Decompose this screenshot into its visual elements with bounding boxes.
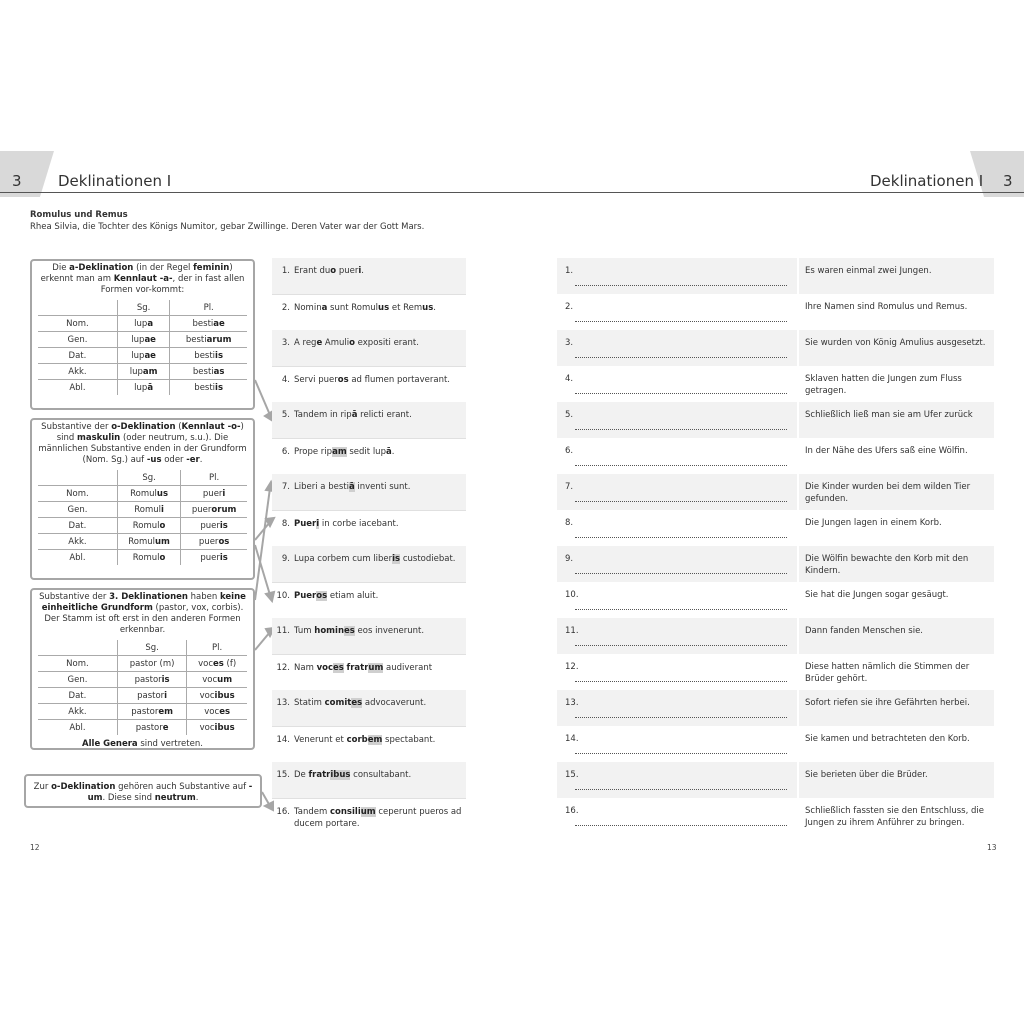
german-translation: Es waren einmal zwei Jungen. [799,258,994,294]
sentence-number: 10. [276,591,290,601]
case-form: pastor (m) [117,656,186,672]
answer-number: 4. [565,374,574,384]
case-form: pastoris [117,672,186,688]
german-translation: In der Nähe des Ufers saß eine Wölfin. [805,446,968,456]
answer-number: 16. [565,806,579,816]
answer-number: 3. [565,338,574,348]
latin-sentence: Statim comites advocaverunt. [294,698,427,708]
case-label: Dat. [38,518,117,534]
story-intro: Rhea Silvia, die Tochter des Königs Numitor, gebar Zwillinge. Deren Vater war der Gott Mars. [30,222,425,232]
german-translation: Schließlich fassten sie den Entschluss, die Jungen zu ihrem Anführer zu bringen. [805,806,984,828]
sentence-number: 4. [281,375,290,385]
translation-row [557,546,994,582]
case-form: puerorum [181,502,247,518]
german-translation: Sie kamen und betrachteten den Korb. [805,734,970,744]
german-translation: Sie berieten über die Brüder. [799,762,994,798]
case-form: bestias [170,364,247,380]
answer-line[interactable] [575,753,787,754]
answer-number: 13. [565,698,579,708]
german-translation: Die Kinder wurden bei dem wilden Tier gefunden. [799,474,994,510]
sentence-number: 14. [276,735,290,745]
latin-sentence: Servi pueros ad flumen portaverant. [294,375,451,385]
column-header: Sg. [117,470,180,486]
latin-sentence: De fratribus consultabant. [294,770,412,780]
case-label: Dat. [38,348,117,364]
latin-sentence-row [272,330,466,366]
answer-cell[interactable] [557,582,797,618]
latin-sentence-row [272,690,466,726]
case-form: pastori [117,688,186,704]
translation-row [557,798,994,834]
latin-sentence-list [272,258,466,834]
translation-row [557,294,994,330]
latin-sentence-row [272,618,466,654]
sentence-number: 7. [281,482,290,492]
latin-sentence: Erant duo pueri. [294,266,364,276]
sentence-number: 16. [276,807,290,817]
translation-row [557,510,994,546]
translation-row [557,402,994,438]
sentence-number: 15. [276,770,290,780]
case-form: Romulus [117,486,180,502]
case-label: Nom. [38,316,117,332]
answer-line[interactable] [575,825,787,826]
german-translation: Die Wölfin bewachte den Korb mit den Kindern. [799,546,994,582]
answer-number: 15. [565,770,579,780]
a-declension-description: Die a-Deklination (in der Regel feminin) erkennt man am Kennlaut -a-, der in fast allen Formen vor-kommt: [40,263,245,295]
translation-row [557,582,994,618]
latin-sentence-row [272,438,466,474]
case-form: vocibus [187,720,247,736]
column-header: Pl. [187,640,247,656]
german-translation: Sie hat die Jungen sogar gesäugt. [805,590,949,600]
case-form: lupa [117,316,169,332]
latin-sentence: Tandem consilium ceperunt pueros ad ducem portare. [294,807,462,829]
latin-sentence-row [272,474,466,510]
answer-line[interactable] [575,645,787,646]
latin-sentence: Pueros etiam aluit. [294,591,379,601]
answer-line[interactable] [575,393,787,394]
chapter-number-right: 3 [1003,172,1013,190]
answer-cell[interactable] [557,258,797,294]
case-form: vocibus [187,688,247,704]
translation-row [557,726,994,762]
answer-number: 6. [565,446,574,456]
answer-number: 10. [565,590,579,600]
latin-sentence-row [272,798,466,834]
answer-number: 14. [565,734,579,744]
latin-sentence-row [272,510,466,546]
answer-number: 12. [565,662,579,672]
page-title-left: Deklinationen I [58,172,172,190]
answer-line[interactable] [575,501,787,502]
translation-row [557,438,994,474]
o-declension-description: Substantive der o-Deklination (Kennlaut -o-) sind maskulin (oder neutrum, s.u.). Die männlichen Substantive enden in der Grundform (Nom. Sg.) auf -us oder -er. [38,422,247,465]
latin-sentence-row [272,726,466,762]
case-label: Gen. [38,502,117,518]
column-header: Sg. [117,300,169,316]
latin-sentence-row [272,294,466,330]
answer-line[interactable] [575,465,787,466]
case-form: voces (f) [187,656,247,672]
answer-line[interactable] [575,789,787,790]
case-form: voces [187,704,247,720]
latin-sentence: Nam voces fratrum audiverant [294,663,433,673]
answer-number: 5. [565,410,574,420]
case-form: bestiis [170,380,247,396]
sentence-number: 13. [276,698,290,708]
latin-sentence: Nomina sunt Romulus et Remus. [294,303,436,313]
case-label: Akk. [38,364,117,380]
third-declension-description: Substantive der 3. Deklinationen haben keine einheitliche Grundform (pastor, vox, corbis). Der Stamm ist oft erst in den anderen Formen erkennbar. [39,592,246,635]
answer-cell[interactable] [557,438,797,474]
case-label: Dat. [38,688,117,704]
case-form: lupam [117,364,169,380]
answer-cell[interactable] [557,366,797,402]
case-form: vocum [187,672,247,688]
german-translation: Sofort riefen sie ihre Gefährten herbei. [799,690,994,726]
answer-line[interactable] [575,609,787,610]
case-label: Nom. [38,656,117,672]
case-label: Abl. [38,380,117,396]
answer-line[interactable] [575,537,787,538]
case-form: bestiis [170,348,247,364]
translation-row [557,366,994,402]
sentence-number: 12. [276,663,290,673]
answer-cell[interactable] [557,402,797,438]
answer-cell[interactable] [557,330,797,366]
sentence-number: 3. [281,338,290,348]
answer-number: 2. [565,302,574,312]
column-header: Pl. [181,470,247,486]
answer-line[interactable] [575,321,787,322]
latin-sentence: Liberi a bestiā inventi sunt. [294,482,411,492]
case-form: bestiae [170,316,247,332]
answer-cell[interactable] [557,726,797,762]
answer-cell[interactable] [557,510,797,546]
answer-number: 11. [565,626,579,636]
german-translation: Dann fanden Menschen sie. [799,618,994,654]
page-number-right: 13 [987,843,997,852]
answer-number: 9. [565,554,574,564]
case-form: Romulo [117,550,180,566]
translation-row [557,762,994,798]
case-form: Romulo [117,518,180,534]
story-title: Romulus und Remus [30,210,128,220]
sentence-number: 11. [276,626,290,636]
page-number-left: 12 [30,843,40,852]
third-declension-footer: Alle Genera sind vertreten. [82,739,203,749]
sentence-number: 9. [281,554,290,564]
answer-line[interactable] [575,573,787,574]
case-form: lupā [117,380,169,396]
latin-sentence-row [272,762,466,798]
case-form: pueris [181,518,247,534]
case-form: pastore [117,720,186,736]
answer-line[interactable] [575,285,787,286]
translation-row [557,474,994,510]
answer-cell[interactable] [557,294,797,330]
latin-sentence: Tum homines eos invenerunt. [294,626,425,636]
german-translation: Schließlich ließ man sie am Ufer zurück [799,402,994,438]
case-label: Nom. [38,486,117,502]
case-form: bestiarum [170,332,247,348]
case-label: Abl. [38,720,117,736]
chapter-number-left: 3 [12,172,22,190]
latin-sentence-row [272,402,466,438]
latin-sentence-row [272,654,466,690]
latin-sentence: A rege Amulio expositi erant. [294,338,419,348]
german-translation: Die Jungen lagen in einem Korb. [805,518,942,528]
case-form: lupae [117,348,169,364]
translation-row [557,618,994,654]
latin-sentence: Prope ripam sedit lupā. [294,447,395,457]
answer-number: 1. [565,266,574,276]
latin-sentence-row [272,546,466,582]
sentence-number: 6. [281,447,290,457]
case-form: pueri [181,486,247,502]
answer-number: 8. [565,518,574,528]
latin-sentence: Pueri in corbe iacebant. [294,519,399,529]
translation-list [557,258,994,834]
answer-cell[interactable] [557,474,797,510]
latin-sentence-row [272,366,466,402]
case-form: Romulum [117,534,180,550]
answer-line[interactable] [575,681,787,682]
translation-row [557,330,994,366]
latin-sentence: Venerunt et corbem spectabant. [294,735,436,745]
translation-row [557,654,994,690]
translation-row [557,690,994,726]
column-header: Pl. [170,300,247,316]
case-label: Akk. [38,704,117,720]
answer-line[interactable] [575,717,787,718]
german-translation: Sklaven hatten die Jungen zum Fluss getragen. [805,374,962,396]
latin-sentence: Tandem in ripā relicti erant. [294,410,412,420]
answer-number: 7. [565,482,574,492]
case-form: lupae [117,332,169,348]
german-translation: Diese hatten nämlich die Stimmen der Brüder gehört. [805,662,970,684]
german-translation: Sie wurden von König Amulius ausgesetzt. [799,330,994,366]
case-form: pastorem [117,704,186,720]
latin-sentence: Lupa corbem cum liberis custodiebat. [294,554,456,564]
page-title-right: Deklinationen I [870,172,984,190]
german-translation: Ihre Namen sind Romulus und Remus. [805,302,968,312]
sentence-number: 8. [281,519,290,529]
sentence-number: 1. [281,266,290,276]
translation-row [557,258,994,294]
column-header: Sg. [117,640,186,656]
latin-sentence-row [272,258,466,294]
answer-cell[interactable] [557,546,797,582]
case-label: Gen. [38,332,117,348]
sentence-number: 5. [281,410,290,420]
answer-cell[interactable] [557,618,797,654]
sentence-number: 2. [281,303,290,313]
answer-cell[interactable] [557,654,797,690]
answer-cell[interactable] [557,762,797,798]
case-label: Gen. [38,672,117,688]
latin-sentence-row [272,582,466,618]
answer-cell[interactable] [557,798,797,834]
case-label: Abl. [38,550,117,566]
case-label: Akk. [38,534,117,550]
case-form: Romuli [117,502,180,518]
case-form: pueris [181,550,247,566]
answer-cell[interactable] [557,690,797,726]
answer-line[interactable] [575,429,787,430]
answer-line[interactable] [575,357,787,358]
neuter-note-text: Zur o-Deklination gehören auch Substantive auf -um. Diese sind neutrum. [33,782,253,803]
case-form: pueros [181,534,247,550]
